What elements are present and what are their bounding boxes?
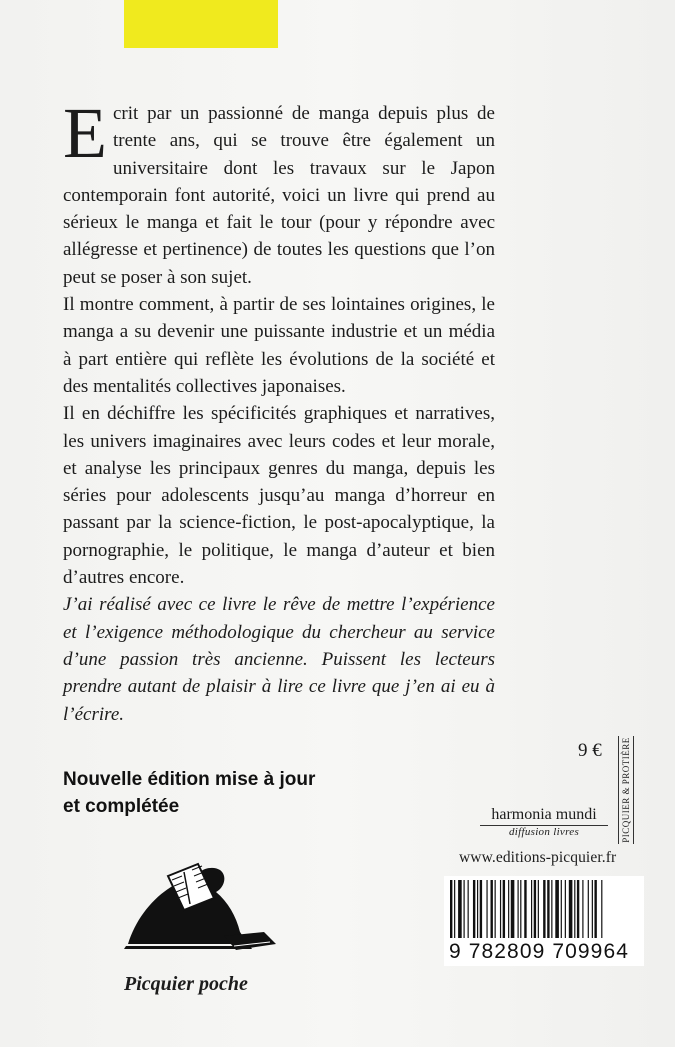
back-cover-blurb [63, 93, 495, 728]
price: 9 € [578, 740, 602, 761]
blurb-paragraph-2: Il montre comment, à partir de ses lointaines origines, le manga a su devenir une puissante industrie et un média à part entière qui reflète les évolutions de la société et des mentalités collectives japonaises. [63, 294, 495, 397]
publisher-website: www.editions-picquier.fr [459, 849, 617, 866]
picquier-poche-label: Picquier poche [124, 973, 248, 995]
distributor-logo [478, 806, 610, 839]
publisher-vertical-mark [616, 736, 636, 844]
author-quote: J’ai réalisé avec ce livre le rêve de mettre l’expérience et l’exigence méthodologique du chercheur au service d’une passion très ancienne. Puissent les lecteurs prendre autant de plaisir à lire ce livre que j’en ai eu à l’écrire. [63, 594, 495, 725]
blurb-paragraph-3: Il en déchiffre les spécificités graphiques et narratives, les univers imaginaires avec leurs codes et leur morale, et analyse les principaux genres du manga, depuis les séries pour adolescents jusqu’au manga d’horreur en passant par la science-fiction, le post-apocalyptique, la pornographie, le politique, le manga d’auteur et bien d’autres encore. [63, 403, 495, 589]
isbn-number: 9 782809 709964 [449, 940, 629, 963]
yellow-accent-band [124, 0, 278, 48]
edition-headline-line-2: et complétée [63, 796, 180, 817]
distributor-name: harmonia mundi [491, 806, 597, 823]
barcode-bars-icon [450, 880, 638, 938]
reading-figure-logo-icon [124, 858, 284, 958]
blurb-paragraph-1-text: crit par un passionné de manga depuis plus de trente ans, qui se trouve être également un universitaire dont les travaux sur le Japon contemporain font autorité, voici un livre qui prend au sérieux le manga et fait le tour (pour y répondre avec allégresse et pertinence) de toutes les questions que l’on peut se poser à son sujet. [63, 103, 495, 288]
publisher-vertical-text: PICQUIER & PROTIÈRE [621, 737, 631, 843]
distributor-subtitle: diffusion livres [508, 826, 580, 838]
blurb-paragraph-1 [63, 93, 495, 291]
drop-cap: E [63, 93, 107, 173]
edition-headline-line-1: Nouvelle édition mise à jour [63, 769, 316, 790]
edition-headline [63, 766, 393, 820]
